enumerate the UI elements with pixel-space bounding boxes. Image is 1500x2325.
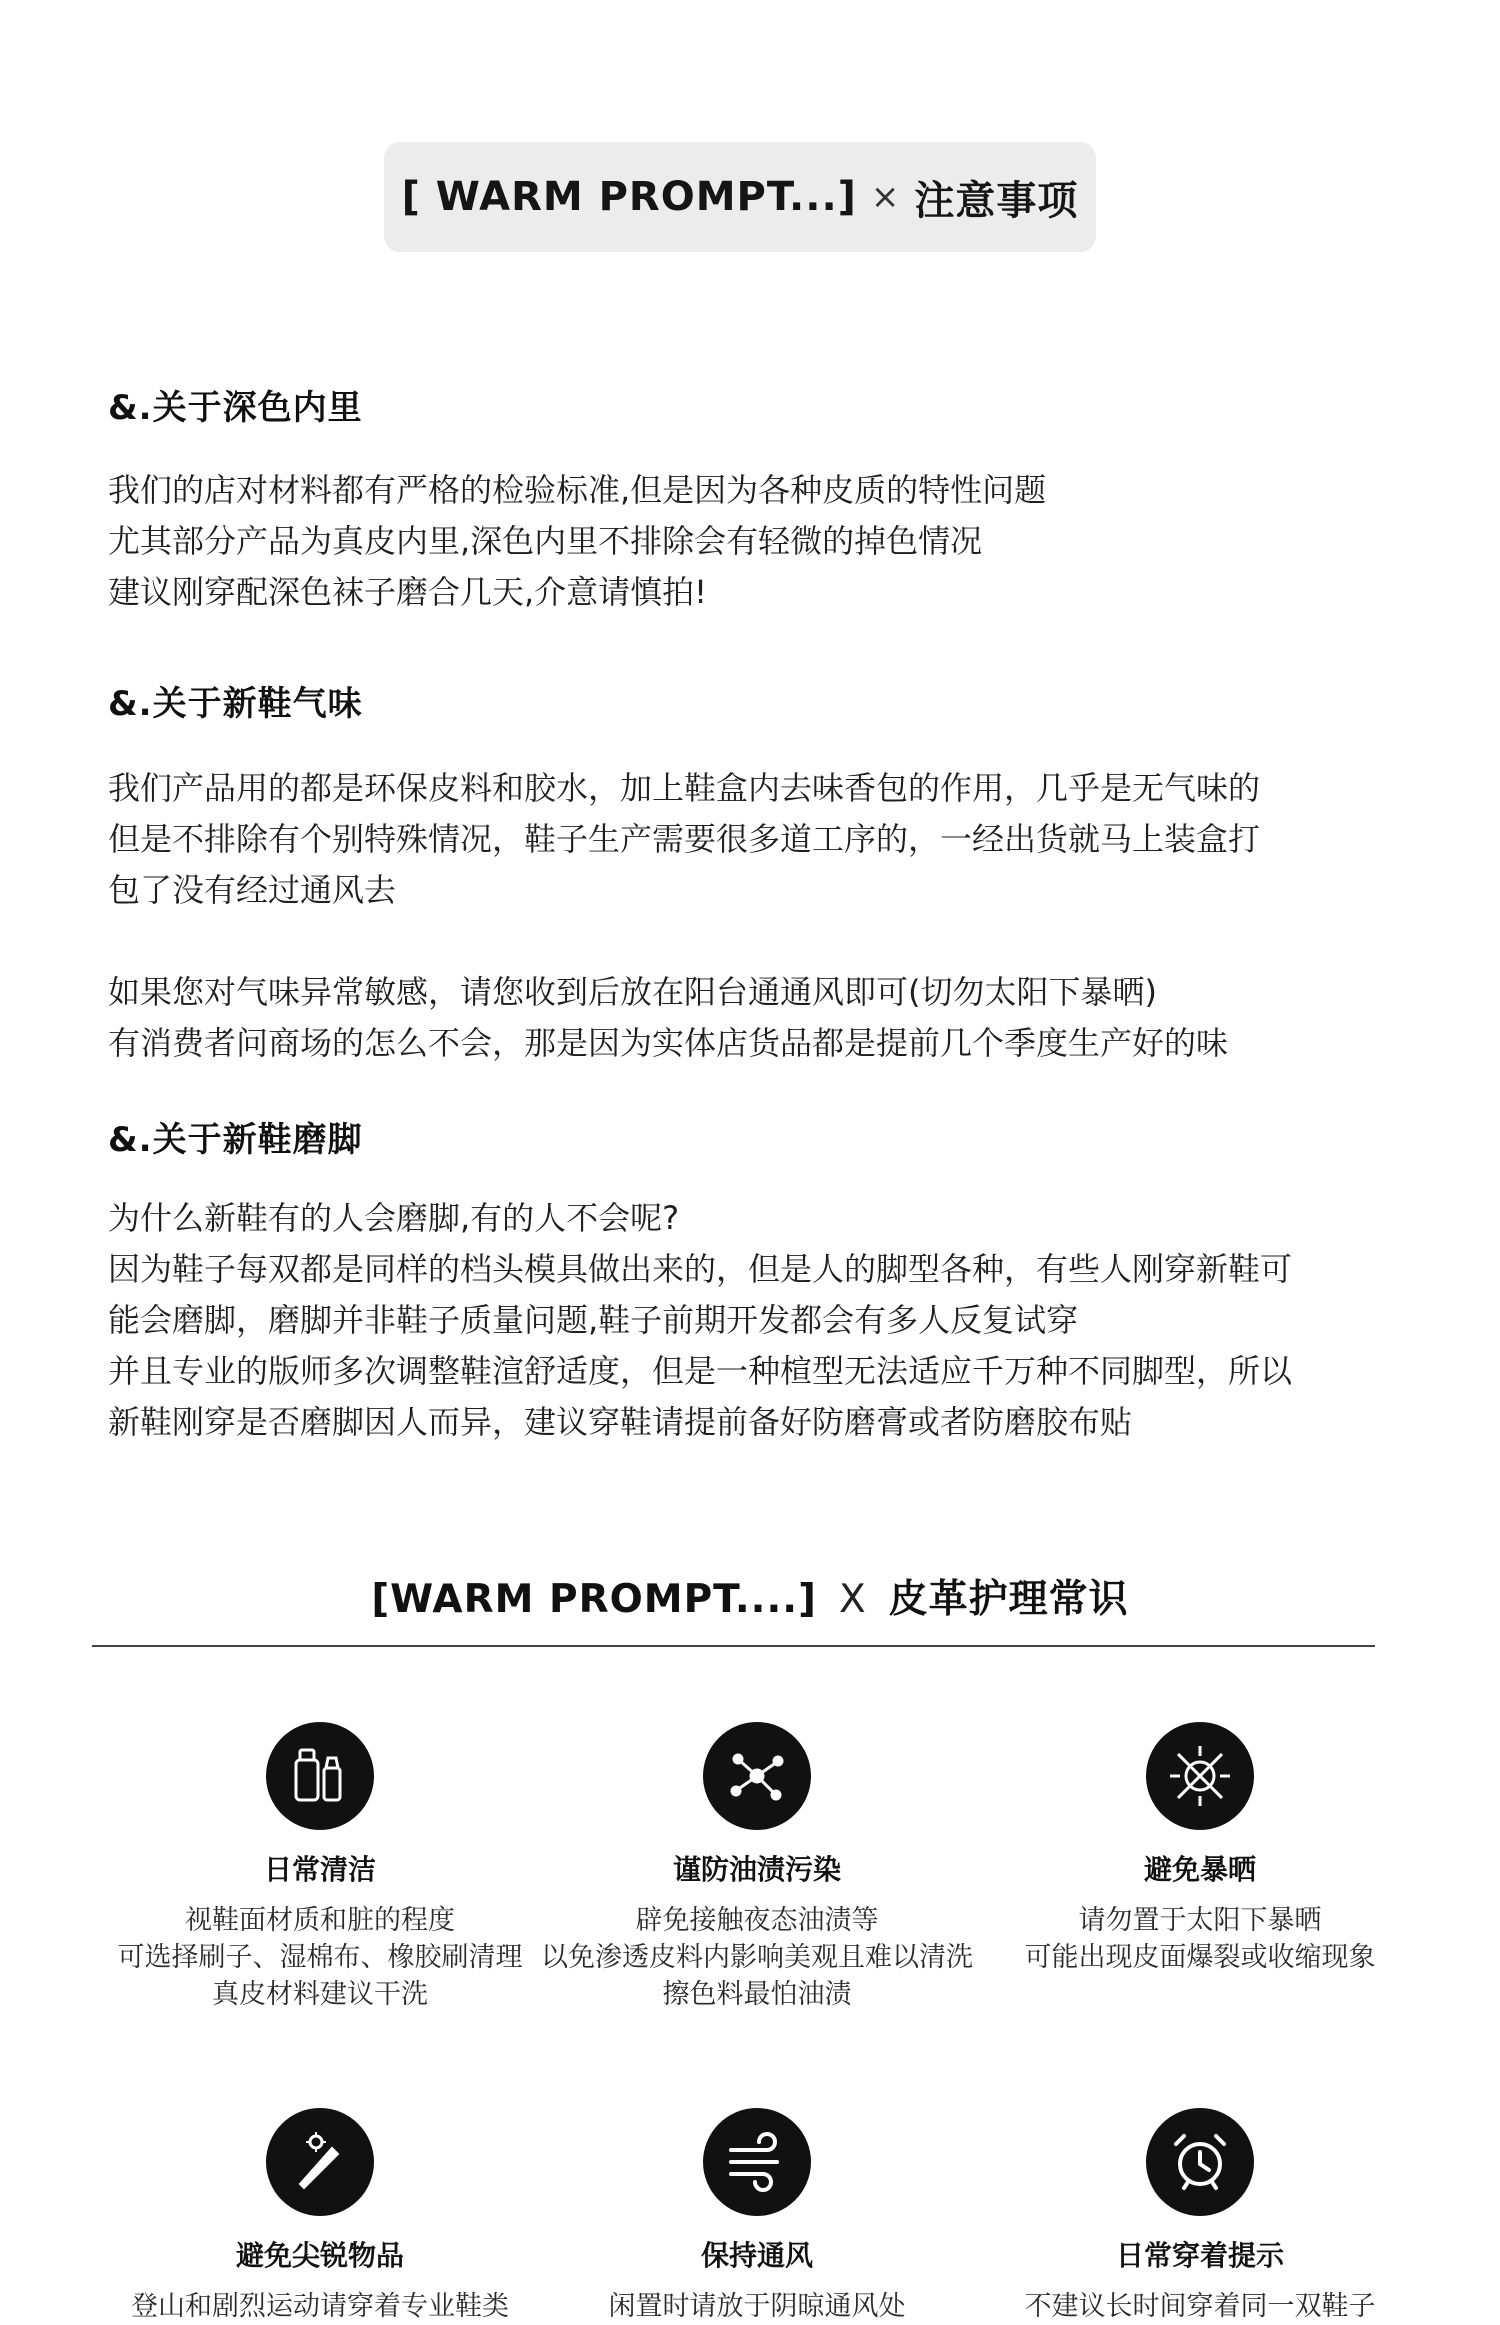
paragraph-line: 但是不排除有个别特殊情况，鞋子生产需要很多道工序的，一经出货就马上装盒打 (108, 820, 1261, 858)
care-title-right: 皮革护理常识 (888, 1577, 1129, 1622)
paragraph-line: 建议刚穿配深色袜子磨合几天,介意请慎拍! (108, 573, 708, 611)
care-desc-line: 真皮材料建议干洗 (212, 1979, 428, 2010)
care-item-desc (85, 1902, 555, 2013)
care-desc-line: 以免渗透皮料内影响美观且难以清洗 (541, 1942, 973, 1973)
care-desc-line: 登山和剧烈运动请穿着专业鞋类 (131, 2291, 509, 2322)
care-divider (92, 1645, 1375, 1647)
care-item-desc (522, 1902, 992, 2013)
care-item-title: 日常穿着提示 (1115, 2239, 1284, 2272)
section-title: &.关于新鞋磨脚 (108, 1120, 363, 1160)
stain-icon (703, 1722, 811, 1830)
paragraph-line: 尤其部分产品为真皮内里,深色内里不排除会有轻微的掉色情况 (108, 522, 983, 560)
care-title (0, 1568, 1500, 1624)
paragraph-line: 我们的店对材料都有严格的检验标准,但是因为各种皮质的特性问题 (108, 471, 1047, 509)
care-desc-line: 请勿置于太阳下暴晒 (1078, 1905, 1322, 1936)
care-desc-line: 闲置时请放于阴晾通风处 (608, 2291, 906, 2322)
care-title-x: X (838, 1577, 867, 1622)
alarm-clock-icon (1146, 2108, 1254, 2216)
care-item-ventilation (522, 2108, 992, 2325)
care-desc-line: 视鞋面材质和脏的程度 (185, 1905, 455, 1936)
paragraph-line: 我们产品用的都是环保皮料和胶水，加上鞋盒内去味香包的作用，几乎是无气味的 (108, 769, 1261, 807)
care-item-title: 避免尖锐物品 (235, 2239, 404, 2272)
paragraph-line: 并且专业的版师多次调整鞋渲舒适度，但是一种楦型无法适应千万种不同脚型，所以 (108, 1352, 1293, 1390)
care-item-avoid-sun (965, 1722, 1435, 1976)
care-item-desc (965, 2288, 1435, 2325)
care-desc-line: 辟免接触夜态油渍等 (635, 1905, 879, 1936)
care-item-daily-wear (965, 2108, 1435, 2325)
paragraph-line: 为什么新鞋有的人会磨脚,有的人不会呢? (108, 1199, 680, 1237)
section-title: &.关于深色内里 (108, 388, 363, 428)
paragraph-line: 因为鞋子每双都是同样的档头模具做出来的，但是人的脚型各种，有些人刚穿新鞋可 (108, 1250, 1293, 1288)
badge-left-text: [ WARM PROMPT...] (401, 174, 857, 220)
care-item-desc (522, 2288, 992, 2325)
wind-icon (703, 2108, 811, 2216)
care-item-daily-cleaning (85, 1722, 555, 2013)
care-item-oil-stains (522, 1722, 992, 2013)
paragraph-line: 包了没有经过通风去 (108, 871, 397, 909)
paragraph-line: 能会磨脚，磨脚并非鞋子质量问题,鞋子前期开发都会有多人反复试穿 (108, 1301, 1079, 1339)
knife-icon (266, 2108, 374, 2216)
warm-prompt-badge (384, 142, 1096, 252)
paragraph-line: 新鞋刚穿是否磨脚因人而异，建议穿鞋请提前备好防磨膏或者防磨胶布贴 (108, 1403, 1133, 1441)
care-item-desc (965, 1902, 1435, 1976)
care-item-title: 避免暴晒 (1143, 1853, 1256, 1886)
care-desc-line: 不建议长时间穿着同一双鞋子 (1024, 2291, 1376, 2322)
bottle-icon (266, 1722, 374, 1830)
care-item-title: 谨防油渍污染 (672, 1853, 841, 1886)
care-desc-line: 擦色料最怕油渍 (662, 1979, 852, 2010)
care-item-avoid-sharp (85, 2108, 555, 2325)
care-item-title: 保持通风 (700, 2239, 813, 2272)
paragraph-gap (108, 916, 1408, 967)
section-title: &.关于新鞋气味 (108, 684, 363, 724)
badge-x: × (870, 177, 901, 217)
paragraph-line: 如果您对气味异常敏感，请您收到后放在阳台通通风即可(切勿太阳下暴晒) (108, 973, 1157, 1011)
badge-right-text: 注意事项 (914, 177, 1079, 224)
paragraph-line: 有消费者问商场的怎么不会，那是因为实体店货品都是提前几个季度生产好的味 (108, 1024, 1229, 1062)
care-desc-line: 可选择刷子、湿棉布、橡胶刷清理 (117, 1942, 523, 1973)
sun-icon (1146, 1722, 1254, 1830)
section-new-shoe-rubbing (108, 1112, 1408, 1448)
section-dark-lining (108, 380, 1408, 618)
care-title-left: [WARM PROMPT....] (371, 1577, 817, 1622)
section-new-shoe-smell (108, 676, 1408, 1069)
care-item-desc (85, 2288, 555, 2325)
care-item-title: 日常清洁 (263, 1853, 376, 1886)
care-desc-line: 可能出现皮面爆裂或收缩现象 (1024, 1942, 1376, 1973)
